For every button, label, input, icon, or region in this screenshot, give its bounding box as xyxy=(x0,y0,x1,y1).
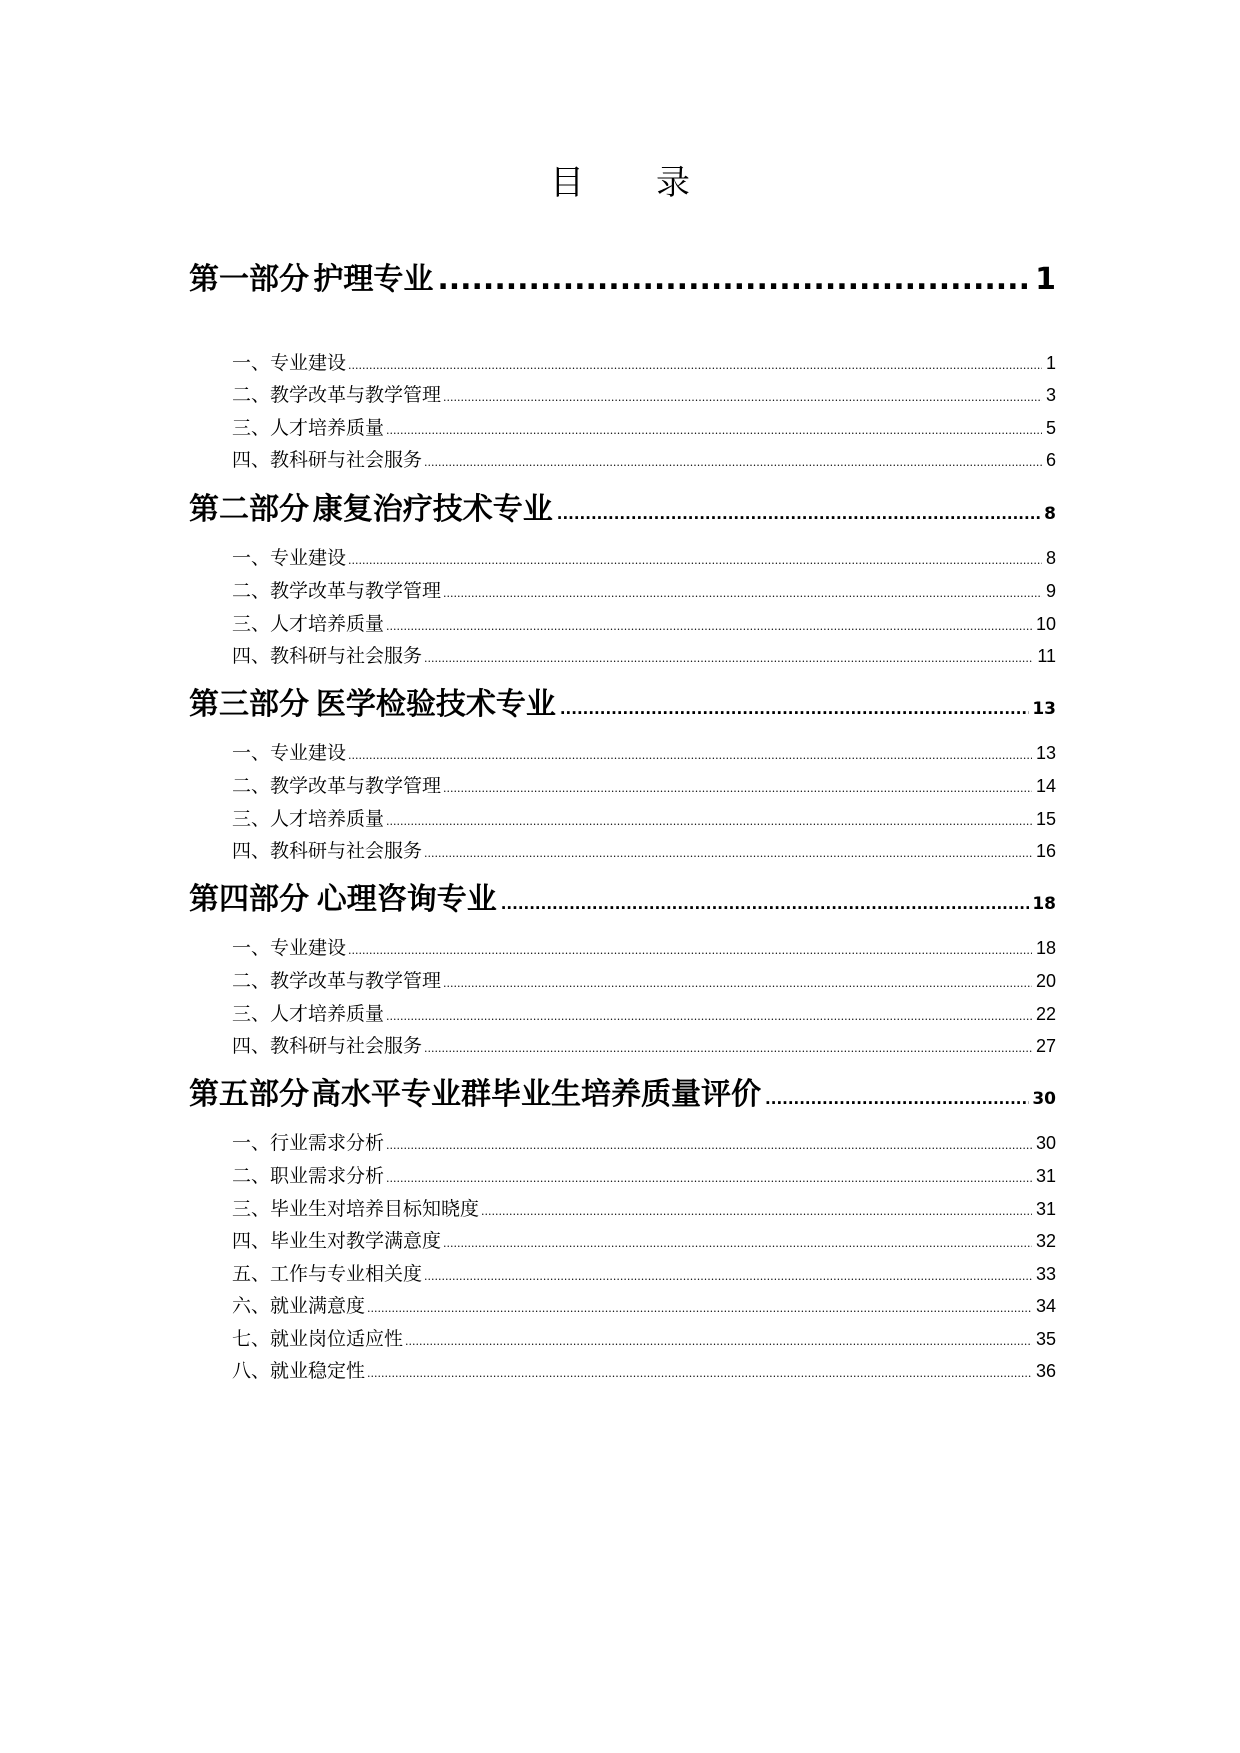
part-label: 第二部分 xyxy=(189,492,309,527)
section-label: 一、专业建设 xyxy=(232,547,347,569)
page-number: 27 xyxy=(1035,1036,1056,1056)
toc-section[interactable] xyxy=(232,1033,1056,1062)
dot-leader xyxy=(405,1329,1032,1355)
toc-title-char-2: 录 xyxy=(656,163,690,203)
toc-part-4[interactable] xyxy=(189,880,1056,924)
toc-title-char-1: 目 xyxy=(550,163,584,203)
dot-leader xyxy=(424,646,1033,672)
page-number: 8 xyxy=(1044,504,1056,524)
toc-section[interactable] xyxy=(232,611,1056,640)
page-number: 13 xyxy=(1035,743,1056,763)
toc-title xyxy=(0,158,1240,208)
page-number: 36 xyxy=(1035,1361,1056,1381)
toc-section[interactable] xyxy=(232,935,1056,964)
part-label: 第三部分 xyxy=(189,687,309,722)
page-number: 16 xyxy=(1035,841,1056,861)
part-name: 护理专业 xyxy=(313,262,434,297)
page-number: 18 xyxy=(1032,894,1056,914)
dot-leader xyxy=(437,260,1032,300)
part-label: 第一部分 xyxy=(189,262,309,297)
dot-leader xyxy=(443,971,1032,997)
section-label: 一、专业建设 xyxy=(232,742,347,764)
section-label: 三、人才培养质量 xyxy=(232,417,385,439)
dot-leader xyxy=(443,581,1042,607)
dot-leader xyxy=(367,1296,1032,1322)
dot-leader xyxy=(367,1361,1032,1387)
section-label: 一、专业建设 xyxy=(232,352,347,374)
page-number: 13 xyxy=(1032,699,1056,719)
page-number: 8 xyxy=(1045,548,1056,568)
section-label: 三、人才培养质量 xyxy=(232,613,385,635)
toc-section[interactable] xyxy=(232,350,1056,379)
page-number: 3 xyxy=(1045,385,1056,405)
section-label: 四、教科研与社会服务 xyxy=(232,1035,423,1057)
dot-leader xyxy=(386,1004,1032,1030)
page-number: 5 xyxy=(1045,418,1056,438)
section-label: 六、就业满意度 xyxy=(232,1295,366,1317)
part-name: 心理咨询专业 xyxy=(316,882,497,917)
page-number: 33 xyxy=(1035,1264,1056,1284)
section-label: 二、教学改革与教学管理 xyxy=(232,970,442,992)
dot-leader xyxy=(443,385,1042,411)
toc-section[interactable] xyxy=(232,1130,1056,1159)
toc-section[interactable] xyxy=(232,643,1056,672)
section-label: 七、就业岗位适应性 xyxy=(232,1328,404,1350)
dot-leader xyxy=(386,1133,1032,1159)
page-number: 30 xyxy=(1035,1133,1056,1153)
dot-leader xyxy=(386,418,1042,444)
page-number: 6 xyxy=(1045,450,1056,470)
toc-section[interactable] xyxy=(232,1228,1056,1257)
dot-leader xyxy=(560,689,1029,729)
toc-section[interactable] xyxy=(232,1001,1056,1030)
dot-leader xyxy=(424,1264,1032,1290)
part-label: 第五部分 xyxy=(189,1077,309,1112)
dot-leader xyxy=(501,884,1030,924)
section-label: 四、教科研与社会服务 xyxy=(232,449,423,471)
toc-part-5[interactable] xyxy=(189,1075,1056,1119)
part-name: 高水平专业群毕业生培养质量评价 xyxy=(311,1077,762,1112)
part-name: 康复治疗技术专业 xyxy=(312,492,553,527)
toc-section[interactable] xyxy=(232,773,1056,802)
section-label: 八、就业稳定性 xyxy=(232,1360,366,1382)
toc-part-1[interactable] xyxy=(189,260,1056,300)
dot-leader xyxy=(443,776,1032,802)
page-number: 30 xyxy=(1032,1089,1056,1109)
section-label: 二、教学改革与教学管理 xyxy=(232,384,442,406)
page-number: 35 xyxy=(1035,1329,1056,1349)
page-number: 9 xyxy=(1045,581,1056,601)
page-number: 31 xyxy=(1035,1166,1056,1186)
part-name: 医学检验技术专业 xyxy=(315,687,556,722)
page-number: 22 xyxy=(1035,1004,1056,1024)
page-number: 32 xyxy=(1035,1231,1056,1251)
dot-leader xyxy=(424,1036,1032,1062)
section-label: 三、人才培养质量 xyxy=(232,1003,385,1025)
dot-leader xyxy=(348,548,1042,574)
toc-section[interactable] xyxy=(232,578,1056,607)
page-number: 18 xyxy=(1035,938,1056,958)
section-label: 二、教学改革与教学管理 xyxy=(232,775,442,797)
dot-leader xyxy=(557,494,1041,534)
page-number: 20 xyxy=(1035,971,1056,991)
toc-section[interactable] xyxy=(232,415,1056,444)
toc-section[interactable] xyxy=(232,1293,1056,1322)
toc-section[interactable] xyxy=(232,447,1056,476)
section-label: 四、教科研与社会服务 xyxy=(232,645,423,667)
section-label: 一、行业需求分析 xyxy=(232,1132,385,1154)
toc-part-2[interactable] xyxy=(189,490,1056,534)
toc-section[interactable] xyxy=(232,545,1056,574)
toc-section[interactable] xyxy=(232,838,1056,867)
toc-section[interactable] xyxy=(232,1326,1056,1355)
dot-leader xyxy=(348,743,1032,769)
toc-section[interactable] xyxy=(232,968,1056,997)
page-number: 15 xyxy=(1035,809,1056,829)
dot-leader xyxy=(424,841,1032,867)
dot-leader xyxy=(443,1231,1032,1257)
dot-leader xyxy=(386,614,1032,640)
toc-section[interactable] xyxy=(232,1163,1056,1192)
section-label: 二、教学改革与教学管理 xyxy=(232,580,442,602)
section-label: 五、工作与专业相关度 xyxy=(232,1263,423,1285)
section-label: 四、毕业生对教学满意度 xyxy=(232,1230,442,1252)
dot-leader xyxy=(765,1079,1029,1119)
dot-leader xyxy=(481,1199,1032,1225)
toc-section[interactable] xyxy=(232,1261,1056,1290)
toc-section[interactable] xyxy=(232,806,1056,835)
part-label: 第四部分 xyxy=(189,882,309,917)
page-number: 14 xyxy=(1035,776,1056,796)
page-number: 34 xyxy=(1035,1296,1056,1316)
section-label: 三、毕业生对培养目标知晓度 xyxy=(232,1198,480,1220)
toc-section[interactable] xyxy=(232,1196,1056,1225)
section-label: 四、教科研与社会服务 xyxy=(232,840,423,862)
page-number: 31 xyxy=(1035,1199,1056,1219)
toc-section[interactable] xyxy=(232,740,1056,769)
toc-section[interactable] xyxy=(232,382,1056,411)
page-number: 11 xyxy=(1037,646,1056,666)
section-label: 二、职业需求分析 xyxy=(232,1165,385,1187)
section-label: 一、专业建设 xyxy=(232,937,347,959)
dot-leader xyxy=(348,353,1042,379)
page-number: 1 xyxy=(1045,353,1056,373)
dot-leader xyxy=(386,809,1032,835)
dot-leader xyxy=(386,1166,1032,1192)
dot-leader xyxy=(424,450,1042,476)
section-label: 三、人才培养质量 xyxy=(232,808,385,830)
page-number: 10 xyxy=(1035,614,1056,634)
dot-leader xyxy=(348,938,1032,964)
page-number: 1 xyxy=(1035,262,1056,297)
toc-part-3[interactable] xyxy=(189,685,1056,729)
toc-section[interactable] xyxy=(232,1358,1056,1387)
